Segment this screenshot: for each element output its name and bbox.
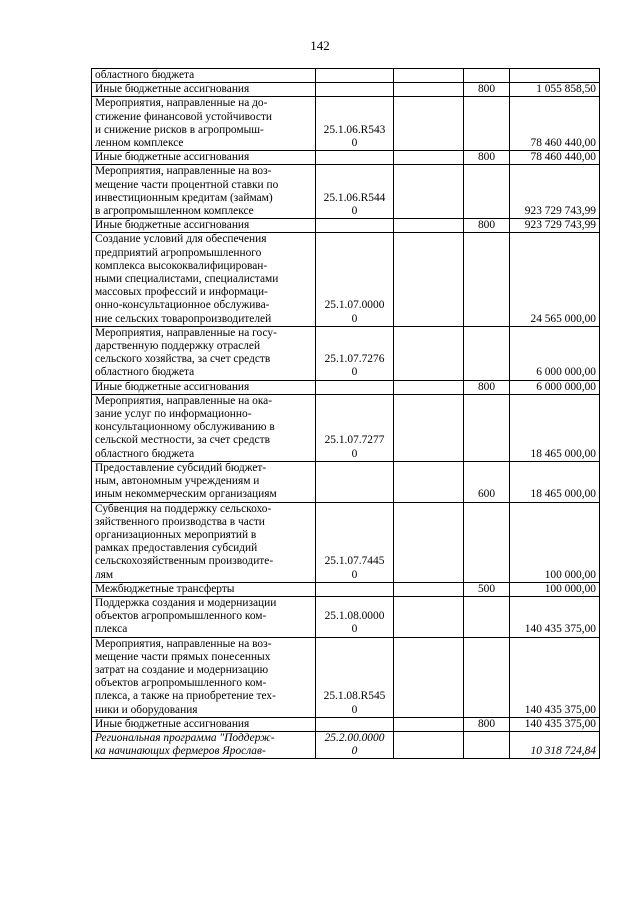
classification-code-line: 25.1.08.R545 bbox=[323, 690, 386, 703]
classification-code-cell bbox=[316, 582, 394, 596]
amount-cell: 100 000,00 bbox=[510, 502, 600, 582]
item-name-cell bbox=[92, 326, 316, 380]
expense-type-cell bbox=[464, 637, 510, 717]
amount-cell: 1 055 858,50 bbox=[510, 83, 600, 97]
item-name-line: Мероприятия, направленные на воз- bbox=[95, 165, 272, 178]
item-name-line: Иные бюджетные ассигнования bbox=[95, 380, 250, 393]
item-name-line: плекса, а также на приобретение тех- bbox=[95, 690, 276, 703]
item-name-line: Мероприятия, направленные на госу- bbox=[95, 326, 277, 339]
classification-code-cell bbox=[316, 596, 394, 637]
empty-cell bbox=[394, 731, 464, 758]
table-row bbox=[92, 151, 600, 165]
classification-code-cell bbox=[316, 97, 394, 151]
classification-code-cell bbox=[316, 394, 394, 461]
item-name-line: Иные бюджетные ассигнования bbox=[95, 717, 250, 730]
expense-type-cell bbox=[464, 326, 510, 380]
item-name-line: Мероприятия, направленные на ока- bbox=[95, 394, 273, 407]
item-name-line: затрат на создание и модернизацию bbox=[95, 663, 269, 676]
classification-code-line: 25.1.07.7445 bbox=[324, 555, 385, 568]
expense-type-cell bbox=[464, 502, 510, 582]
item-name-cell bbox=[92, 717, 316, 731]
classification-code-cell bbox=[316, 637, 394, 717]
table-row bbox=[92, 233, 600, 326]
item-name-line: Иные бюджетные ассигнования bbox=[95, 83, 250, 96]
table-row bbox=[92, 97, 600, 151]
classification-code-cell bbox=[316, 326, 394, 380]
item-name-line: консультационному обслуживанию в bbox=[95, 421, 275, 434]
table-row bbox=[92, 326, 600, 380]
classification-code-cell bbox=[316, 233, 394, 326]
table-row bbox=[92, 83, 600, 97]
expense-type-cell bbox=[464, 596, 510, 637]
item-name-line: организационных мероприятий в bbox=[95, 528, 257, 541]
empty-cell bbox=[394, 326, 464, 380]
item-name-line: Мероприятия, направленные на до- bbox=[95, 97, 268, 110]
classification-code-cell bbox=[316, 219, 394, 233]
item-name-line: ка начинающих фермеров Ярослав- bbox=[95, 745, 266, 758]
empty-cell bbox=[394, 165, 464, 219]
classification-code-line: 25.1.07.7277 bbox=[324, 434, 385, 447]
empty-cell bbox=[394, 717, 464, 731]
item-name-cell bbox=[92, 233, 316, 326]
classification-code-cell bbox=[316, 502, 394, 582]
page-number: 142 bbox=[310, 38, 330, 53]
table-row bbox=[92, 165, 600, 219]
item-name-line: сельскохозяйственным производите- bbox=[95, 555, 274, 568]
expense-type-cell bbox=[464, 731, 510, 758]
item-name-cell bbox=[92, 380, 316, 394]
item-name-line: плекса bbox=[95, 623, 128, 636]
classification-code-line: 25.1.08.0000 bbox=[324, 610, 385, 623]
table-row bbox=[92, 596, 600, 637]
table-row bbox=[92, 380, 600, 394]
table-row bbox=[92, 637, 600, 717]
expense-type-cell bbox=[464, 394, 510, 461]
item-name-line: комплекса высококвалифицирован- bbox=[95, 259, 268, 272]
expense-type-cell: 500 bbox=[464, 582, 510, 596]
item-name-line: областного бюджета bbox=[95, 447, 195, 460]
table-row bbox=[92, 731, 600, 758]
item-name-cell bbox=[92, 97, 316, 151]
item-name-cell bbox=[92, 151, 316, 165]
classification-code-cell bbox=[316, 380, 394, 394]
item-name-line: Региональная программа "Поддерж- bbox=[95, 731, 275, 744]
item-name-line: ники и оборудования bbox=[95, 703, 198, 716]
item-name-cell bbox=[92, 637, 316, 717]
expense-type-cell bbox=[464, 97, 510, 151]
empty-cell bbox=[394, 461, 464, 502]
item-name-line: онно-консультационное обслужива- bbox=[95, 299, 270, 312]
item-name-line: иным некоммерческим организациям bbox=[95, 488, 277, 501]
amount-cell: 923 729 743,99 bbox=[510, 219, 600, 233]
empty-cell bbox=[394, 233, 464, 326]
classification-code-line: 25.1.07.7276 bbox=[324, 353, 385, 366]
table-row bbox=[92, 219, 600, 233]
item-name-cell bbox=[92, 596, 316, 637]
amount-cell: 78 460 440,00 bbox=[510, 151, 600, 165]
item-name-line: объектов агропромышленного ком- bbox=[95, 610, 267, 623]
amount-cell: 18 465 000,00 bbox=[510, 461, 600, 502]
amount-cell: 10 318 724,84 bbox=[510, 731, 600, 758]
amount-cell: 100 000,00 bbox=[510, 582, 600, 596]
item-name-cell bbox=[92, 461, 316, 502]
empty-cell bbox=[394, 637, 464, 717]
empty-cell bbox=[394, 219, 464, 233]
classification-code-line: 0 bbox=[351, 447, 358, 460]
item-name-cell bbox=[92, 394, 316, 461]
item-name-line: дарственную поддержку отраслей bbox=[95, 340, 261, 353]
item-name-line: Создание условий для обеспечения bbox=[95, 233, 267, 246]
item-name-line: предприятий агропромышленного bbox=[95, 246, 262, 259]
amount-cell: 6 000 000,00 bbox=[510, 380, 600, 394]
classification-code-line: 0 bbox=[351, 568, 358, 581]
expense-type-cell: 600 bbox=[464, 461, 510, 502]
item-name-line: ние сельских товаропроизводителей bbox=[95, 312, 272, 325]
item-name-line: Предоставление субсидий бюджет- bbox=[95, 461, 267, 474]
item-name-line: зание услуг по информационно- bbox=[95, 408, 252, 421]
item-name-line: инвестиционным кредитам (займам) bbox=[95, 191, 273, 204]
classification-code-cell bbox=[316, 731, 394, 758]
amount-cell: 140 435 375,00 bbox=[510, 637, 600, 717]
classification-code-line: 0 bbox=[351, 137, 358, 150]
classification-code-line: 25.1.06.R544 bbox=[323, 191, 386, 204]
expense-type-cell: 800 bbox=[464, 83, 510, 97]
expense-type-cell bbox=[464, 69, 510, 83]
empty-cell bbox=[394, 380, 464, 394]
classification-code-cell bbox=[316, 69, 394, 83]
item-name-line: Иные бюджетные ассигнования bbox=[95, 151, 250, 164]
amount-cell: 6 000 000,00 bbox=[510, 326, 600, 380]
table-row bbox=[92, 582, 600, 596]
item-name-cell bbox=[92, 219, 316, 233]
expense-type-cell bbox=[464, 233, 510, 326]
expense-type-cell: 800 bbox=[464, 717, 510, 731]
item-name-line: Межбюджетные трансферты bbox=[95, 582, 235, 595]
item-name-cell bbox=[92, 502, 316, 582]
expense-type-cell bbox=[464, 165, 510, 219]
item-name-cell bbox=[92, 582, 316, 596]
item-name-cell bbox=[92, 69, 316, 83]
item-name-cell bbox=[92, 165, 316, 219]
empty-cell bbox=[394, 83, 464, 97]
empty-cell bbox=[394, 582, 464, 596]
item-name-line: ными специалистами, специалистами bbox=[95, 273, 279, 286]
classification-code-line: 25.2.00.0000 bbox=[324, 731, 385, 744]
item-name-cell bbox=[92, 83, 316, 97]
amount-cell: 18 465 000,00 bbox=[510, 394, 600, 461]
classification-code-cell bbox=[316, 717, 394, 731]
item-name-cell bbox=[92, 731, 316, 758]
table-row bbox=[92, 461, 600, 502]
amount-cell: 78 460 440,00 bbox=[510, 97, 600, 151]
classification-code-line: 0 bbox=[351, 205, 358, 218]
item-name-line: в агропромышленном комплексе bbox=[95, 205, 254, 218]
classification-code-cell bbox=[316, 461, 394, 502]
classification-code-cell bbox=[316, 165, 394, 219]
item-name-line: областного бюджета bbox=[95, 366, 195, 379]
empty-cell bbox=[394, 596, 464, 637]
amount-cell: 140 435 375,00 bbox=[510, 717, 600, 731]
item-name-line: Мероприятия, направленные на воз- bbox=[95, 637, 272, 650]
item-name-line: рамках предоставления субсидий bbox=[95, 542, 258, 555]
item-name-line: сельского хозяйства, за счет средств bbox=[95, 353, 271, 366]
empty-cell bbox=[394, 151, 464, 165]
expense-type-cell: 800 bbox=[464, 151, 510, 165]
classification-code-line: 0 bbox=[351, 312, 358, 325]
expense-type-cell: 800 bbox=[464, 380, 510, 394]
empty-cell bbox=[394, 502, 464, 582]
item-name-line: областного бюджета bbox=[95, 69, 195, 81]
expense-type-cell: 800 bbox=[464, 219, 510, 233]
item-name-line: ным, автономным учреждениям и bbox=[95, 475, 260, 488]
item-name-line: Иные бюджетные ассигнования bbox=[95, 219, 250, 232]
item-name-line: сельской местности, за счет средств bbox=[95, 434, 270, 447]
amount-cell: 24 565 000,00 bbox=[510, 233, 600, 326]
table-row bbox=[92, 69, 600, 83]
item-name-line: объектов агропромышленного ком- bbox=[95, 677, 267, 690]
amount-cell bbox=[510, 69, 600, 83]
classification-code-line: 25.1.07.0000 bbox=[324, 299, 385, 312]
table-row bbox=[92, 717, 600, 731]
classification-code-line: 0 bbox=[351, 703, 358, 716]
empty-cell bbox=[394, 97, 464, 151]
table-row bbox=[92, 502, 600, 582]
budget-table bbox=[91, 68, 600, 759]
item-name-line: Поддержка создания и модернизации bbox=[95, 596, 277, 609]
item-name-line: зяйственного производства в части bbox=[95, 515, 265, 528]
budget-table-body bbox=[92, 69, 600, 759]
classification-code-line: 25.1.06.R543 bbox=[323, 123, 386, 136]
empty-cell bbox=[394, 69, 464, 83]
classification-code-cell bbox=[316, 151, 394, 165]
empty-cell bbox=[394, 394, 464, 461]
classification-code-line: 0 bbox=[351, 623, 358, 636]
item-name-line: и снижение рисков в агропромыш- bbox=[95, 123, 264, 136]
item-name-line: Субвенция на поддержку сельскохо- bbox=[95, 502, 272, 515]
item-name-line: лям bbox=[95, 568, 114, 581]
item-name-line: стижение финансовой устойчивости bbox=[95, 110, 273, 123]
classification-code-line: 0 bbox=[351, 366, 358, 379]
item-name-line: массовых профессий и информаци- bbox=[95, 286, 268, 299]
item-name-line: мещение части процентной ставки по bbox=[95, 178, 279, 191]
classification-code-cell bbox=[316, 83, 394, 97]
item-name-line: ленном комплексе bbox=[95, 137, 184, 150]
table-row bbox=[92, 394, 600, 461]
classification-code-line: 0 bbox=[351, 745, 358, 758]
item-name-line: мещение части прямых понесенных bbox=[95, 650, 271, 663]
amount-cell: 140 435 375,00 bbox=[510, 596, 600, 637]
amount-cell: 923 729 743,99 bbox=[510, 165, 600, 219]
